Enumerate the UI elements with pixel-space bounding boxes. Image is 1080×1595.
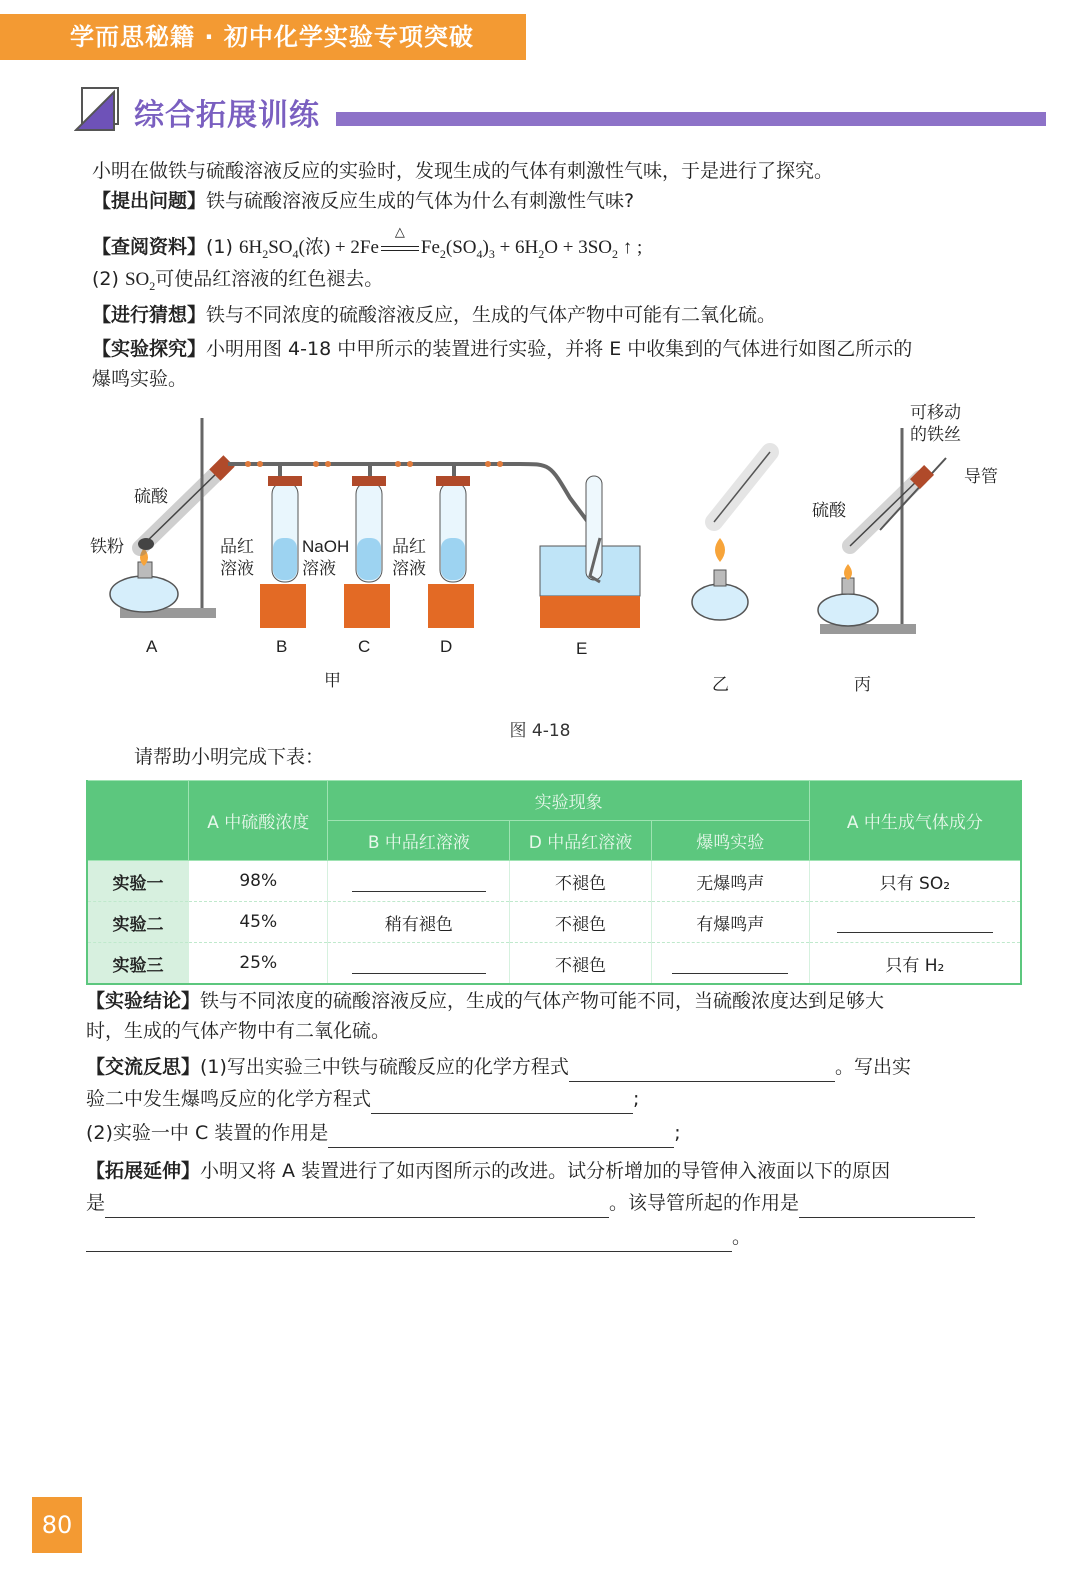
row-gas: 只有 SO₂: [809, 861, 1021, 902]
header-concentration: A 中硫酸浓度: [189, 781, 328, 861]
label-solution-2: 溶液: [302, 559, 336, 578]
apparatus-c: [344, 476, 390, 628]
reflection-line-1: [86, 1052, 911, 1082]
reference-line-2: [92, 264, 383, 301]
row-d: 不褪色: [510, 902, 651, 943]
conclusion-line-2: 时，生成的气体产物中有二氧化硫。: [86, 1020, 391, 1042]
extension-line-1: [86, 1156, 890, 1186]
reflection-line-2: [86, 1084, 639, 1114]
figure-caption: 图 4-18: [509, 721, 571, 741]
label-naoh: NaOH: [302, 537, 350, 556]
label-iron-powder: 铁粉: [90, 537, 124, 556]
table-row: [87, 902, 1021, 943]
page-number: 80: [32, 1497, 82, 1553]
extension-text: 小明又将 A 装置进行了如丙图所示的改进。试分析增加的导管伸入液面以下的原因: [200, 1160, 891, 1182]
exploration-line-2: 爆鸣实验。: [92, 368, 188, 390]
label-jia: 甲: [324, 671, 341, 690]
label-c: C: [358, 637, 371, 656]
reference-item2-text: 可使品红溶液的红色褪去。: [155, 268, 384, 290]
answer-blank-purpose-2[interactable]: [86, 1231, 732, 1252]
experiment-table: [86, 780, 1022, 985]
section-header: [70, 84, 1046, 134]
row-d: 不褪色: [510, 943, 651, 985]
label-sulfuric-acid: 硫酸: [134, 487, 168, 506]
label-yi: 乙: [712, 675, 729, 694]
reference-item1-prefix: (1): [206, 236, 233, 258]
label-movable-2: 的铁丝: [910, 425, 961, 444]
reaction-equation: $6H_2SO_4$(浓) + 2Fe △ $Fe_2(SO_4)_3 + 6H_2O + 3SO_2$ ↑ ;: [239, 237, 642, 258]
label-b: B: [276, 637, 288, 656]
row-d: 不褪色: [510, 861, 651, 902]
extension-text2: 是: [86, 1192, 106, 1214]
header-gas: A 中生成气体成分: [809, 781, 1021, 861]
apparatus-yi: [692, 452, 770, 620]
section-divider: [336, 112, 1046, 126]
extension-text3: 。该导管所起的作用是: [609, 1192, 800, 1214]
label-e: E: [576, 639, 588, 658]
row-concentration: 45%: [189, 902, 328, 943]
extension-line-2: [86, 1188, 975, 1218]
intro-text: 小明在做铁与硫酸溶液反应的实验时，发现生成的气体有刺激性气味，于是进行了探究。: [92, 160, 834, 182]
answer-blank-b-3[interactable]: [328, 943, 510, 985]
apparatus-a: [110, 418, 235, 618]
label-solution-3: 溶液: [392, 559, 426, 578]
reflection-mark: 【交流反思】: [86, 1056, 201, 1078]
apparatus-bing: [818, 428, 946, 634]
heat-condition: △: [379, 233, 421, 263]
row-name: 实验二: [87, 902, 189, 943]
extension-end: 。: [732, 1226, 752, 1248]
exploration-line: [92, 334, 912, 364]
row-name: 实验一: [87, 861, 189, 902]
exploration-mark: 【实验探究】: [92, 338, 207, 360]
header-banner: 学而思秘籍 · 初中化学实验专项突破: [0, 14, 526, 60]
reference-item2-prefix: (2): [92, 268, 119, 290]
label-d: D: [440, 637, 453, 656]
label-movable-1: 可移动: [910, 403, 961, 422]
row-name: 实验三: [87, 943, 189, 985]
reflection-q2-end: ;: [674, 1122, 681, 1144]
conclusion-text: 铁与不同浓度的硫酸溶液反应，生成的气体产物可能不同，当硫酸浓度达到足够大: [200, 990, 885, 1012]
table-row: [87, 861, 1021, 902]
reflection-line-3: [86, 1118, 681, 1148]
label-bing: 丙: [854, 675, 871, 694]
label-pinhong-2: 品红: [392, 537, 426, 556]
table-row: [87, 943, 1021, 985]
row-explosion: 有爆鸣声: [651, 902, 809, 943]
hypothesis-mark: 【进行猜想】: [92, 304, 207, 326]
section-triangle-icon: [74, 86, 120, 132]
reflection-q1a: (1)写出实验三中铁与硫酸反应的化学方程式: [200, 1056, 569, 1078]
section-title: 综合拓展训练: [134, 98, 320, 133]
row-concentration: 25%: [189, 943, 328, 985]
header-blank: [87, 781, 189, 861]
row-explosion: 无爆鸣声: [651, 861, 809, 902]
reflection-q1-end: ;: [633, 1088, 640, 1110]
answer-blank-gas-2[interactable]: [809, 902, 1021, 943]
conclusion-line: [86, 986, 884, 1016]
label-a: A: [146, 637, 158, 656]
apparatus-b: [260, 476, 306, 628]
answer-blank-equation-1[interactable]: [569, 1061, 835, 1082]
answer-blank-reason[interactable]: [105, 1197, 609, 1218]
apparatus-e: [540, 476, 640, 628]
hypothesis-line: [92, 300, 776, 330]
reflection-q1c: 验二中发生爆鸣反应的化学方程式: [86, 1088, 372, 1110]
reflection-q1b: 。写出实: [834, 1056, 911, 1078]
label-solution-1: 溶液: [220, 559, 254, 578]
reference-mark: 【查阅资料】: [92, 236, 207, 258]
question-mark: 【提出问题】: [92, 190, 207, 212]
row-concentration: 98%: [189, 861, 328, 902]
question-line: [92, 186, 634, 216]
answer-blank-b-1[interactable]: [328, 861, 510, 902]
label-tube: 导管: [964, 467, 998, 486]
apparatus-d: [428, 476, 474, 628]
answer-blank-purpose-1[interactable]: [799, 1197, 975, 1218]
exploration-text: 小明用图 4-18 中甲所示的装置进行实验，并将 E 中收集到的气体进行如图乙所示的: [206, 338, 913, 360]
answer-blank-c-role[interactable]: [328, 1127, 674, 1148]
answer-blank-explosion-3[interactable]: [651, 943, 809, 985]
header-b-column: B 中品红溶液: [328, 821, 510, 861]
header-phenomenon: 实验现象: [328, 781, 809, 821]
header-d-column: D 中品红溶液: [510, 821, 651, 861]
so2-formula: $SO_2$: [124, 269, 156, 293]
row-b: 稍有褪色: [328, 902, 510, 943]
reflection-q2: (2)实验一中 C 装置的作用是: [86, 1122, 329, 1144]
table-intro: 请帮助小明完成下表：: [134, 746, 325, 768]
extension-line-3: [86, 1222, 751, 1252]
answer-blank-equation-2[interactable]: [371, 1093, 633, 1114]
extension-mark: 【拓展延伸】: [86, 1160, 201, 1182]
label-sulfuric-acid-bing: 硫酸: [812, 501, 846, 520]
conclusion-mark: 【实验结论】: [86, 990, 201, 1012]
hypothesis-text: 铁与不同浓度的硫酸溶液反应，生成的气体产物中可能有二氧化硫。: [206, 304, 777, 326]
row-gas: 只有 H₂: [809, 943, 1021, 985]
header-explosion: 爆鸣实验: [651, 821, 809, 861]
label-pinhong-1: 品红: [220, 537, 254, 556]
question-text: 铁与硫酸溶液反应生成的气体为什么有刺激性气味?: [206, 190, 635, 212]
apparatus-figure: [80, 398, 1040, 718]
